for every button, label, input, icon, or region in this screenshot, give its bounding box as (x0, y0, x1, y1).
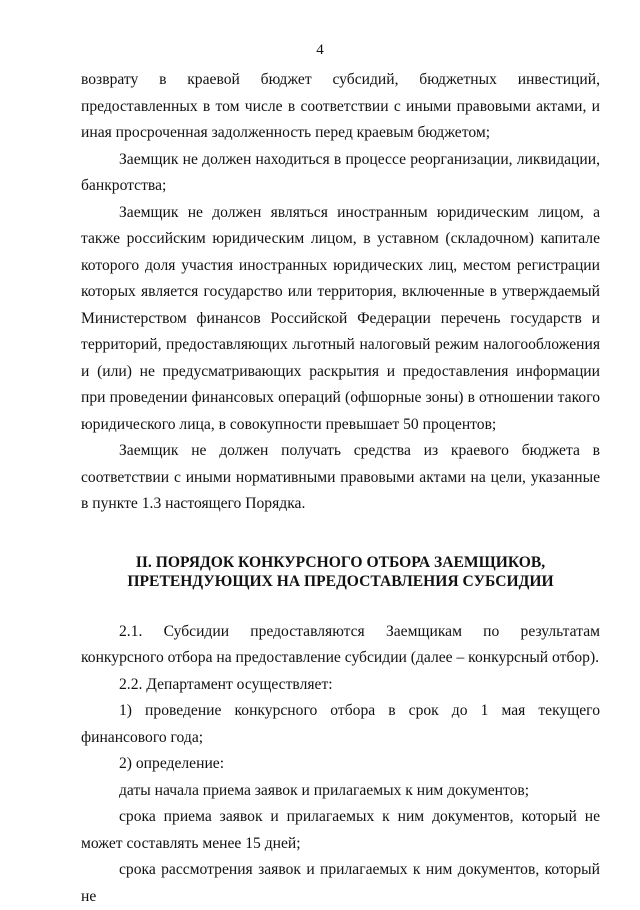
paragraph: срока приема заявок и прилагаемых к ним документов, который не может составлять менее 15 дней; (81, 808, 600, 852)
page-number: 4 (316, 42, 324, 58)
paragraph: 2.2. Департамент осуществляет: (119, 675, 333, 693)
section-heading-line-2: ПРЕТЕНДУЮЩИХ НА ПРЕДОСТАВЛЕНИЯ СУБСИДИИ (127, 572, 554, 590)
paragraph: 1) проведение конкурсного отбора в срок до 1 мая текущего финансового года; (81, 702, 600, 746)
paragraph: срока рассмотрения заявок и прилагаемых к ним документов, который не (81, 861, 600, 905)
paragraph: Заемщик не должен находиться в процессе реорганизации, ликвидации, банкротства; (81, 150, 600, 194)
paragraph: 2) определение: (119, 755, 225, 772)
section-heading-line-1: II. ПОРЯДОК КОНКУРСНОГО ОТБОРА ЗАЕМЩИКОВ, (135, 553, 546, 571)
paragraph: 2.1. Субсидии предоставляются Заемщикам по результатам конкурсного отбора на предоставление субсидии (далее – конкурсный отбор). (81, 622, 600, 666)
paragraph: возврату в краевой бюджет субсидий, бюджетных инвестиций, предоставленных в том числе в соответствии с иными правовыми актами, и иная просроченная задолженность перед краевым бюджетом; (81, 71, 600, 141)
document-body (81, 67, 600, 910)
paragraph: даты начала приема заявок и прилагаемых к ним документов; (119, 781, 530, 799)
section-heading (81, 553, 600, 591)
paragraph: Заемщик не должен получать средства из краевого бюджета в соответствии с иными нормативными правовыми актами на цели, указанные в пункте 1.3 настоящего Порядка. (81, 442, 600, 512)
paragraph: Заемщик не должен являться иностранным юридическим лицом, а также российским юридическим лицом, в уставном (складочном) капитале которого доля участия иностранных юридических лиц, местом регистрации которых является государство или территория, включенные в утверждаемый Министерством финансов Российской Федерации перечень государств и территорий, предоставляющих льготный налоговый режим налогообложения и (или) не предусматривающих раскрытия и предоставления информации при проведении финансовых операций (офшорные зоны) в отношении такого юридического лица, в совокупности превышает 50 процентов; (81, 203, 600, 433)
